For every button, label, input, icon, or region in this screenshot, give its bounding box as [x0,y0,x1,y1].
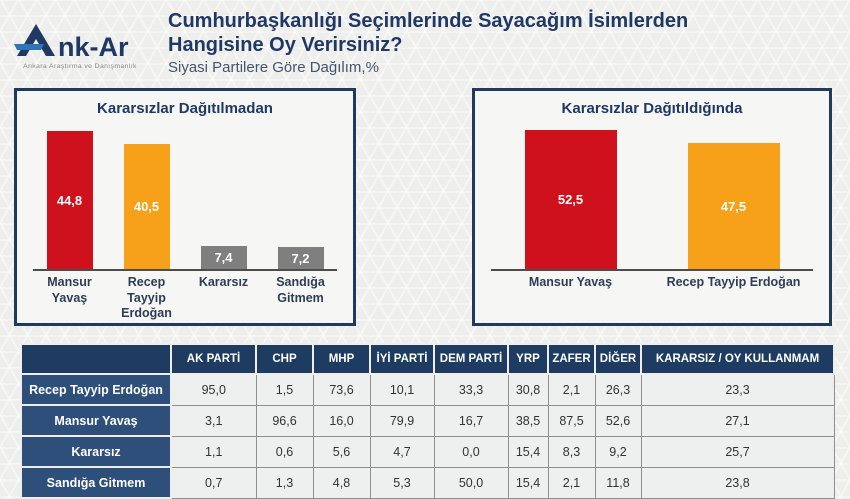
column-header: MHP [313,344,370,374]
data-cell: 0,6 [256,436,313,467]
data-cell: 2,1 [548,467,595,498]
corner-cell [21,344,171,374]
data-cell: 16,0 [313,405,370,436]
category-labels [17,271,353,322]
bar [278,247,324,269]
category-label: Mansur Yavaş [528,275,613,289]
column-header: DEM PARTİ [434,344,508,374]
chart-title: Kararsızlar Dağıtılmadan [97,100,273,117]
bar [201,246,247,269]
data-cell: 3,1 [171,405,256,436]
bar-value-label: 7,2 [291,250,310,266]
bar [124,144,170,269]
table-body [21,374,834,498]
data-cell: 27,1 [641,405,834,436]
data-cell: 8,3 [548,436,595,467]
bar-plot-area [17,123,353,269]
chart-panel-distributed [472,88,832,326]
data-cell: 96,6 [256,405,313,436]
category-label: Mansur Yavaş [47,275,92,305]
data-cell: 50,0 [434,467,508,498]
column-header: DİĞER [595,344,641,374]
data-cell: 16,7 [434,405,508,436]
data-cell: 87,5 [548,405,595,436]
column-header: İYİ PARTİ [370,344,434,374]
page-subtitle: Siyasi Partilere Göre Dağılım,% [168,59,379,77]
company-logo [14,20,164,70]
data-cell: 52,6 [595,405,641,436]
table-header [21,344,834,374]
data-cell: 26,3 [595,374,641,405]
bar-column [262,247,339,269]
bar-value-label: 40,5 [133,199,160,214]
page-title-line2: Hangisine Oy Verirsiniz? [168,33,403,56]
column-header: ZAFER [548,344,595,374]
category-labels [475,271,829,291]
data-cell: 10,1 [370,374,434,405]
data-cell: 1,5 [256,374,313,405]
bar-plot-area [475,123,829,269]
data-cell: 33,3 [434,374,508,405]
column-header: AK PARTİ [171,344,256,374]
data-cell: 1,1 [171,436,256,467]
data-cell: 5,3 [370,467,434,498]
category-label: Recep Tayyip Erdoğan [121,275,172,321]
ankar-logo-icon [14,20,146,62]
party-breakdown-table [20,343,835,499]
data-cell: 0,7 [171,467,256,498]
table-row [21,374,834,405]
bar-value-label: 7,4 [214,250,233,265]
data-cell: 38,5 [508,405,548,436]
table-row [21,405,834,436]
bar-value-label: 52,5 [557,192,584,207]
bar-value-label: 47,5 [720,198,747,214]
bar [47,131,93,269]
data-cell: 30,8 [508,374,548,405]
bar [688,143,780,269]
column-header: CHP [256,344,313,374]
data-cell: 25,7 [641,436,834,467]
data-cell: 15,4 [508,436,548,467]
bar-column [489,130,652,269]
table-row [21,467,834,498]
data-cell: 4,8 [313,467,370,498]
category-label: Sandığa Gitmem [276,275,325,305]
bar-column [185,246,262,269]
bar-column [108,144,185,269]
data-cell: 1,3 [256,467,313,498]
page-header [168,10,838,76]
row-label: Recep Tayyip Erdoğan [21,374,171,405]
row-label: Sandığa Gitmem [21,467,171,498]
row-label: Mansur Yavaş [21,405,171,436]
data-cell: 4,7 [370,436,434,467]
bar [525,130,617,269]
data-cell: 95,0 [171,374,256,405]
data-cell: 79,9 [370,405,434,436]
chart-panel-undistributed [14,88,356,326]
data-cell: 5,6 [313,436,370,467]
chart-title: Kararsızlar Dağıtıldığında [561,100,743,117]
bar-column [31,131,108,269]
row-label: Kararsız [21,436,171,467]
bar-value-label: 44,8 [56,192,83,208]
logo-tagline: Ankara Araştırma ve Danışmanlık [23,63,137,70]
data-cell: 0,0 [434,436,508,467]
column-header: YRP [508,344,548,374]
page-title-line1: Cumhurbaşkanlığı Seçimlerinde Sayacağım İsimlerden [168,10,689,32]
data-cell: 11,8 [595,467,641,498]
data-cell: 9,2 [595,436,641,467]
data-cell: 15,4 [508,467,548,498]
logo-brand-text: nk-Ar [58,32,129,62]
bar-column [652,143,815,269]
category-label: Kararsız [198,275,249,289]
data-cell: 73,6 [313,374,370,405]
column-header: KARARSIZ / OY KULLANMAM [641,344,834,374]
table-row [21,436,834,467]
category-label: Recep Tayyip Erdoğan [666,275,801,289]
party-breakdown-section [20,343,835,499]
table-header-row [21,344,834,374]
data-cell: 23,8 [641,467,834,498]
data-cell: 23,3 [641,374,834,405]
data-cell: 2,1 [548,374,595,405]
